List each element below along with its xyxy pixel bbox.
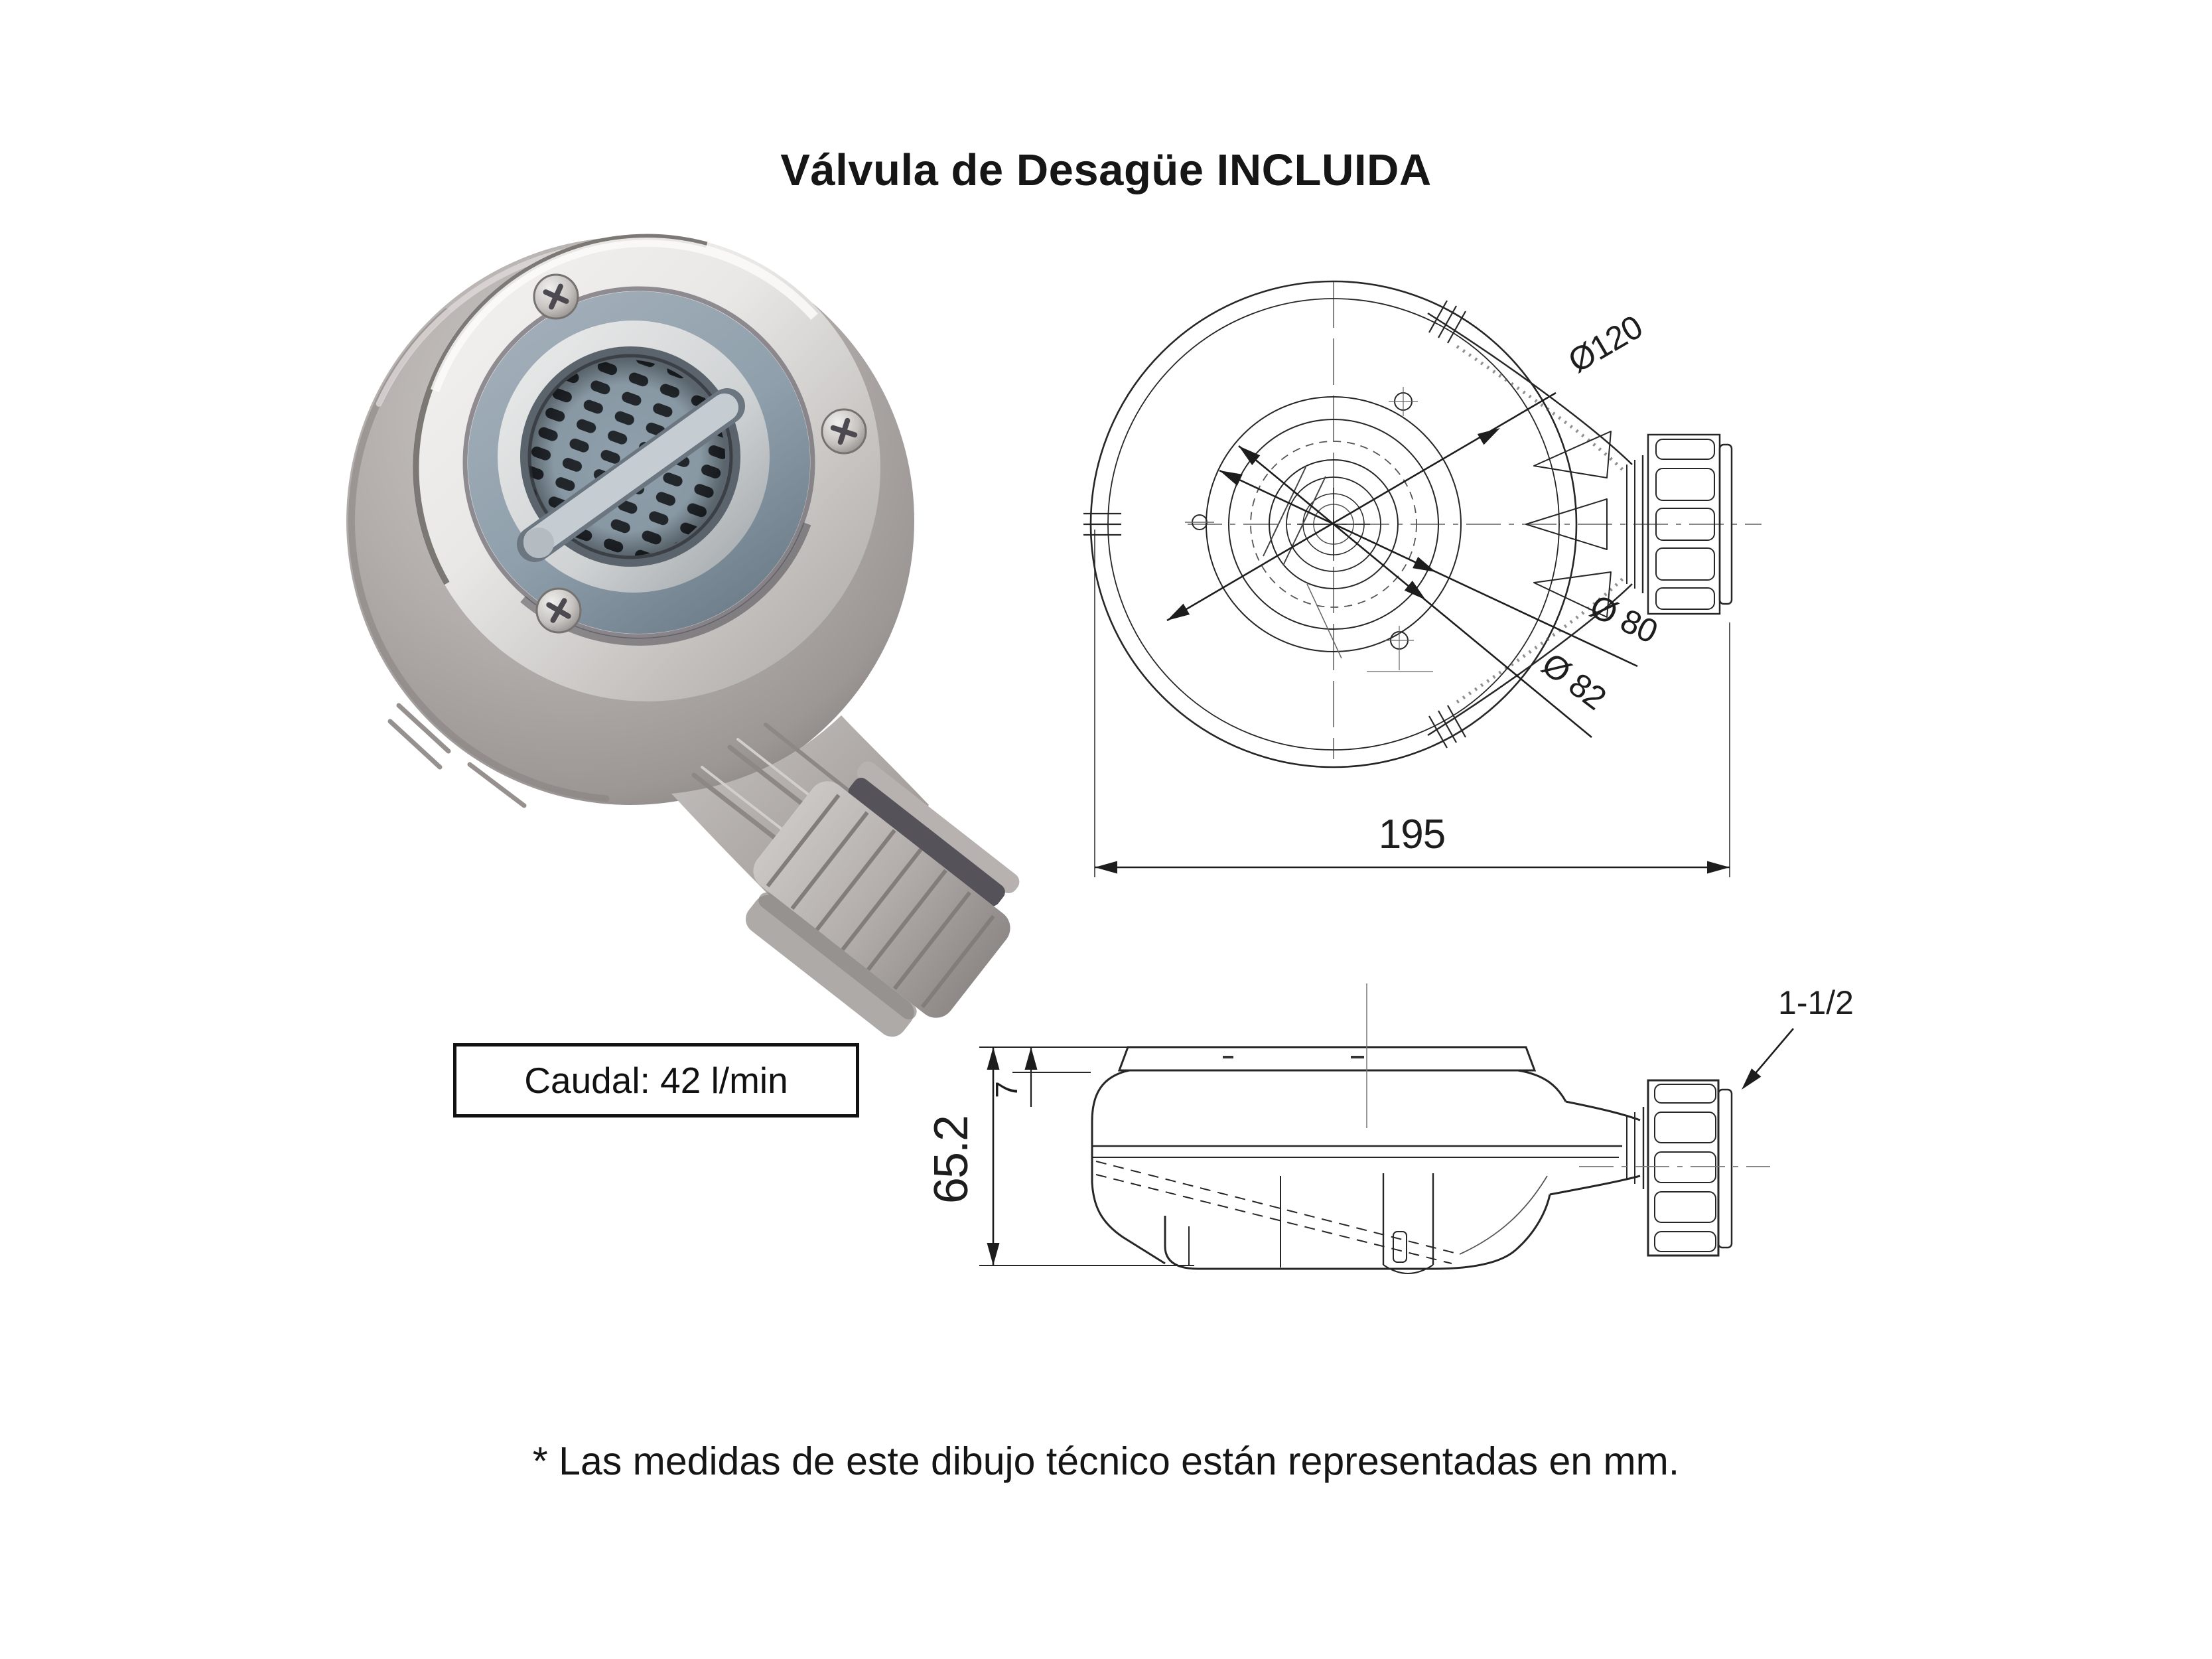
flow-rate-box bbox=[453, 1043, 859, 1118]
top-view-drawing bbox=[1062, 232, 1791, 896]
dim-label-65-2: 65.2 bbox=[925, 1116, 978, 1204]
plan-details bbox=[1185, 387, 1433, 672]
side-outline bbox=[1092, 983, 1770, 1273]
page-title: Válvula de Desagüe INCLUIDA bbox=[780, 145, 1432, 195]
lip-dimension bbox=[989, 1047, 1091, 1107]
screw-top bbox=[534, 275, 578, 319]
dim-label-d80: Ø 80 bbox=[1584, 587, 1663, 651]
dim-label-195: 195 bbox=[1378, 812, 1446, 857]
product-photo bbox=[332, 199, 1062, 1062]
height-dimension bbox=[925, 1047, 1194, 1265]
centerlines bbox=[1188, 281, 1762, 759]
diameter-dimensions bbox=[1164, 308, 1663, 737]
dim-label-d120: Ø120 bbox=[1562, 308, 1649, 380]
dim-label-thread: 1-1/2 bbox=[1778, 984, 1854, 1021]
dim-label-7: 7 bbox=[989, 1081, 1024, 1098]
dim-label-d82: Ø 82 bbox=[1535, 645, 1613, 717]
side-view-drawing bbox=[916, 949, 1878, 1380]
thread-callout bbox=[1737, 984, 1854, 1094]
screw-right bbox=[822, 409, 866, 453]
footnote-text: * Las medidas de este dibujo técnico están representadas en mm. bbox=[532, 1439, 1680, 1483]
flow-rate-text: Caudal: 42 l/min bbox=[524, 1060, 788, 1101]
screw-bottom bbox=[537, 589, 581, 632]
